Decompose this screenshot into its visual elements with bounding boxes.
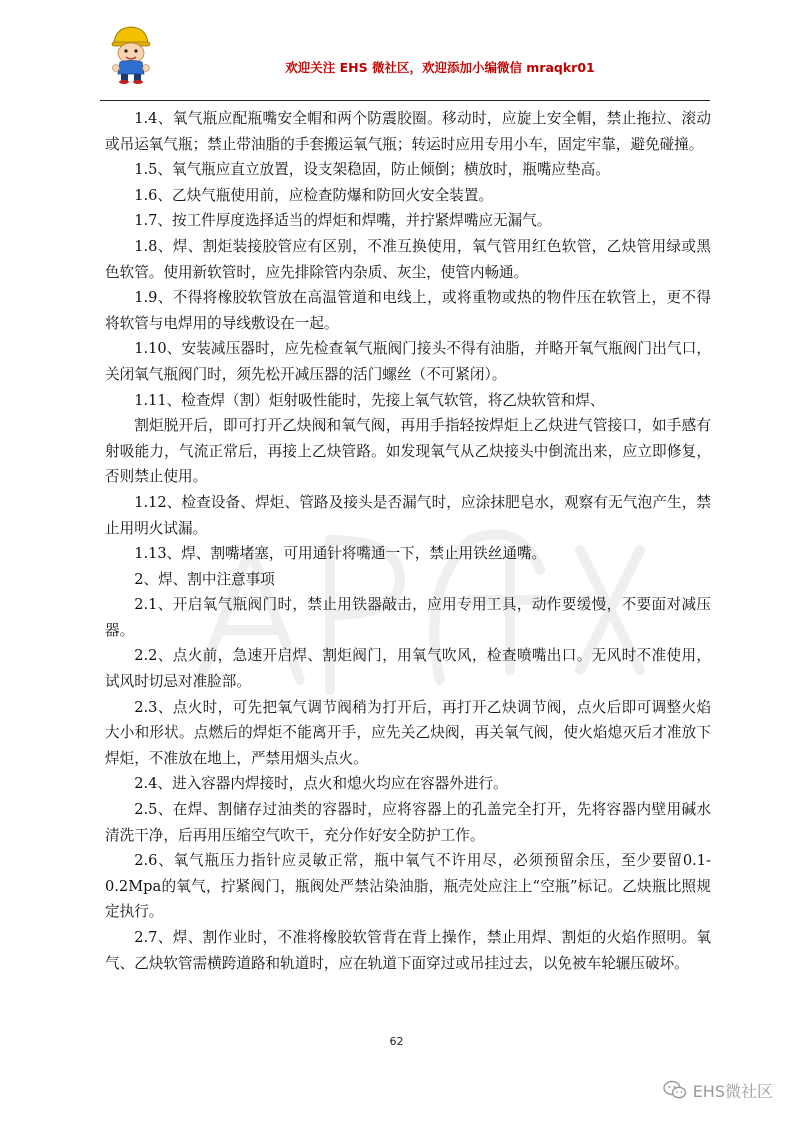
paragraph: 1.4、氧气瓶应配瓶嘴安全帽和两个防震胶圈。移动时，应旋上安全帽，禁止拖拉、滚动或吊运氧气瓶；禁止带油脂的手套搬运氧气瓶；转运时应用专用小车，固定牢靠，避免碰撞。: [105, 110, 711, 153]
paragraph: 1.12、检查设备、焊炬、管路及接头是否漏气时，应涂抹肥皂水，观察有无气泡产生，禁止用明火试漏。: [105, 493, 711, 537]
safety-helmet-mascot-icon: [104, 22, 156, 84]
paragraph: 1.13、焊、割嘴堵塞，可用通针将嘴通一下，禁止用铁丝通嘴。: [134, 545, 547, 563]
paragraph: 割炬脱开后，即可打开乙炔阀和氧气阀，再用手指轻按焊炬上乙炔进气管接口，如手感有射吸能力，气流正常后，再接上乙炔管路。如发现氧气从乙炔接头中倒流出来，应立即修复，否则禁止使用。: [105, 417, 711, 486]
page-header: [0, 0, 793, 100]
paragraph: 2.2、点火前，急速开启焊、割炬阀门，用氧气吹风，检查喷嘴出口。无风时不准使用，试风时切忌对准脸部。: [105, 647, 711, 691]
header-divider: [100, 100, 710, 101]
paragraph: 1.5、氧气瓶应直立放置，设支架稳固，防止倾倒；横放时，瓶嘴应垫高。: [134, 161, 610, 179]
paragraph: 1.8、焊、割炬装接胶管应有区别，不准互换使用，氧气管用红色软管，乙炔管用绿或黑色软管。使用新软管时，应先排除管内杂质、灰尘，使管内畅通。: [105, 237, 711, 281]
paragraph: 2.3、点火时，可先把氧气调节阀稍为打开后，再打开乙炔调节阀，点火后即可调整火焰大小和形状。点燃后的焊炬不能离开手，应先关乙炔阀，再关氧气阀，使火焰熄灭后才准放下焊炬，不准放在地上，严禁用烟头点火。: [105, 698, 711, 767]
paragraph: 2.1、开启氧气瓶阀门时，禁止用铁器敲击，应用专用工具，动作要缓慢，不要面对减压器。: [105, 596, 711, 639]
header-banner-text: 欢迎关注 EHS 微社区，欢迎添加小编微信 mraqkr01: [285, 60, 595, 75]
paragraph: 2.4、进入容器内焊接时，点火和熄火均应在容器外进行。: [134, 775, 508, 793]
paragraph: 2.6、氧气瓶压力指针应灵敏正常，瓶中氧气不许用尽，必须预留余压，至少要留0.1-0.2Mpa的氧气，拧紧阀门，瓶阀处严禁沾染油脂，瓶壳处应注上“空瓶”标记。乙炔瓶比照规定执行。: [105, 852, 711, 921]
brand-watermark: [663, 1078, 773, 1102]
paragraph: 1.9、不得将橡胶软管放在高温管道和电线上，或将重物或热的物件压在软管上，更不得将软管与电焊用的导线敷设在一起。: [105, 289, 711, 332]
brand-text: EHS微社区: [692, 1081, 773, 1101]
paragraph: 1.7、按工件厚度选择适当的焊炬和焊嘴，并拧紧焊嘴应无漏气。: [134, 212, 552, 230]
wechat-icon: [663, 1080, 687, 1100]
page-number: 62: [389, 1035, 404, 1048]
paragraph: 1.6、乙炔气瓶使用前，应检查防爆和防回火安全装置。: [134, 186, 494, 204]
paragraph: 2.7、焊、割作业时，不准将橡胶软管背在背上操作，禁止用焊、割炬的火焰作照明。氧气、乙炔软管需横跨道路和轨道时，应在轨道下面穿过或吊挂过去，以免被车轮辗压破坏。: [105, 929, 711, 972]
document-body: [105, 106, 711, 976]
paragraph: 1.10、安装减压器时，应先检查氧气瓶阀门接头不得有油脂，并略开氧气瓶阀门出气口，关闭氧气瓶阀门时，须先松开减压器的活门螺丝（不可紧闭）。: [105, 340, 711, 383]
paragraph: 1.11、检查焊（割）炬射吸性能时，先接上氧气软管，将乙炔软管和焊、: [134, 391, 605, 409]
paragraph: 2.5、在焊、割储存过油类的容器时，应将容器上的孔盖完全打开，先将容器内壁用碱水清洗干净，后再用压缩空气吹干，充分作好安全防护工作。: [105, 801, 711, 844]
section-heading: 2、焊、割中注意事项: [134, 570, 275, 588]
